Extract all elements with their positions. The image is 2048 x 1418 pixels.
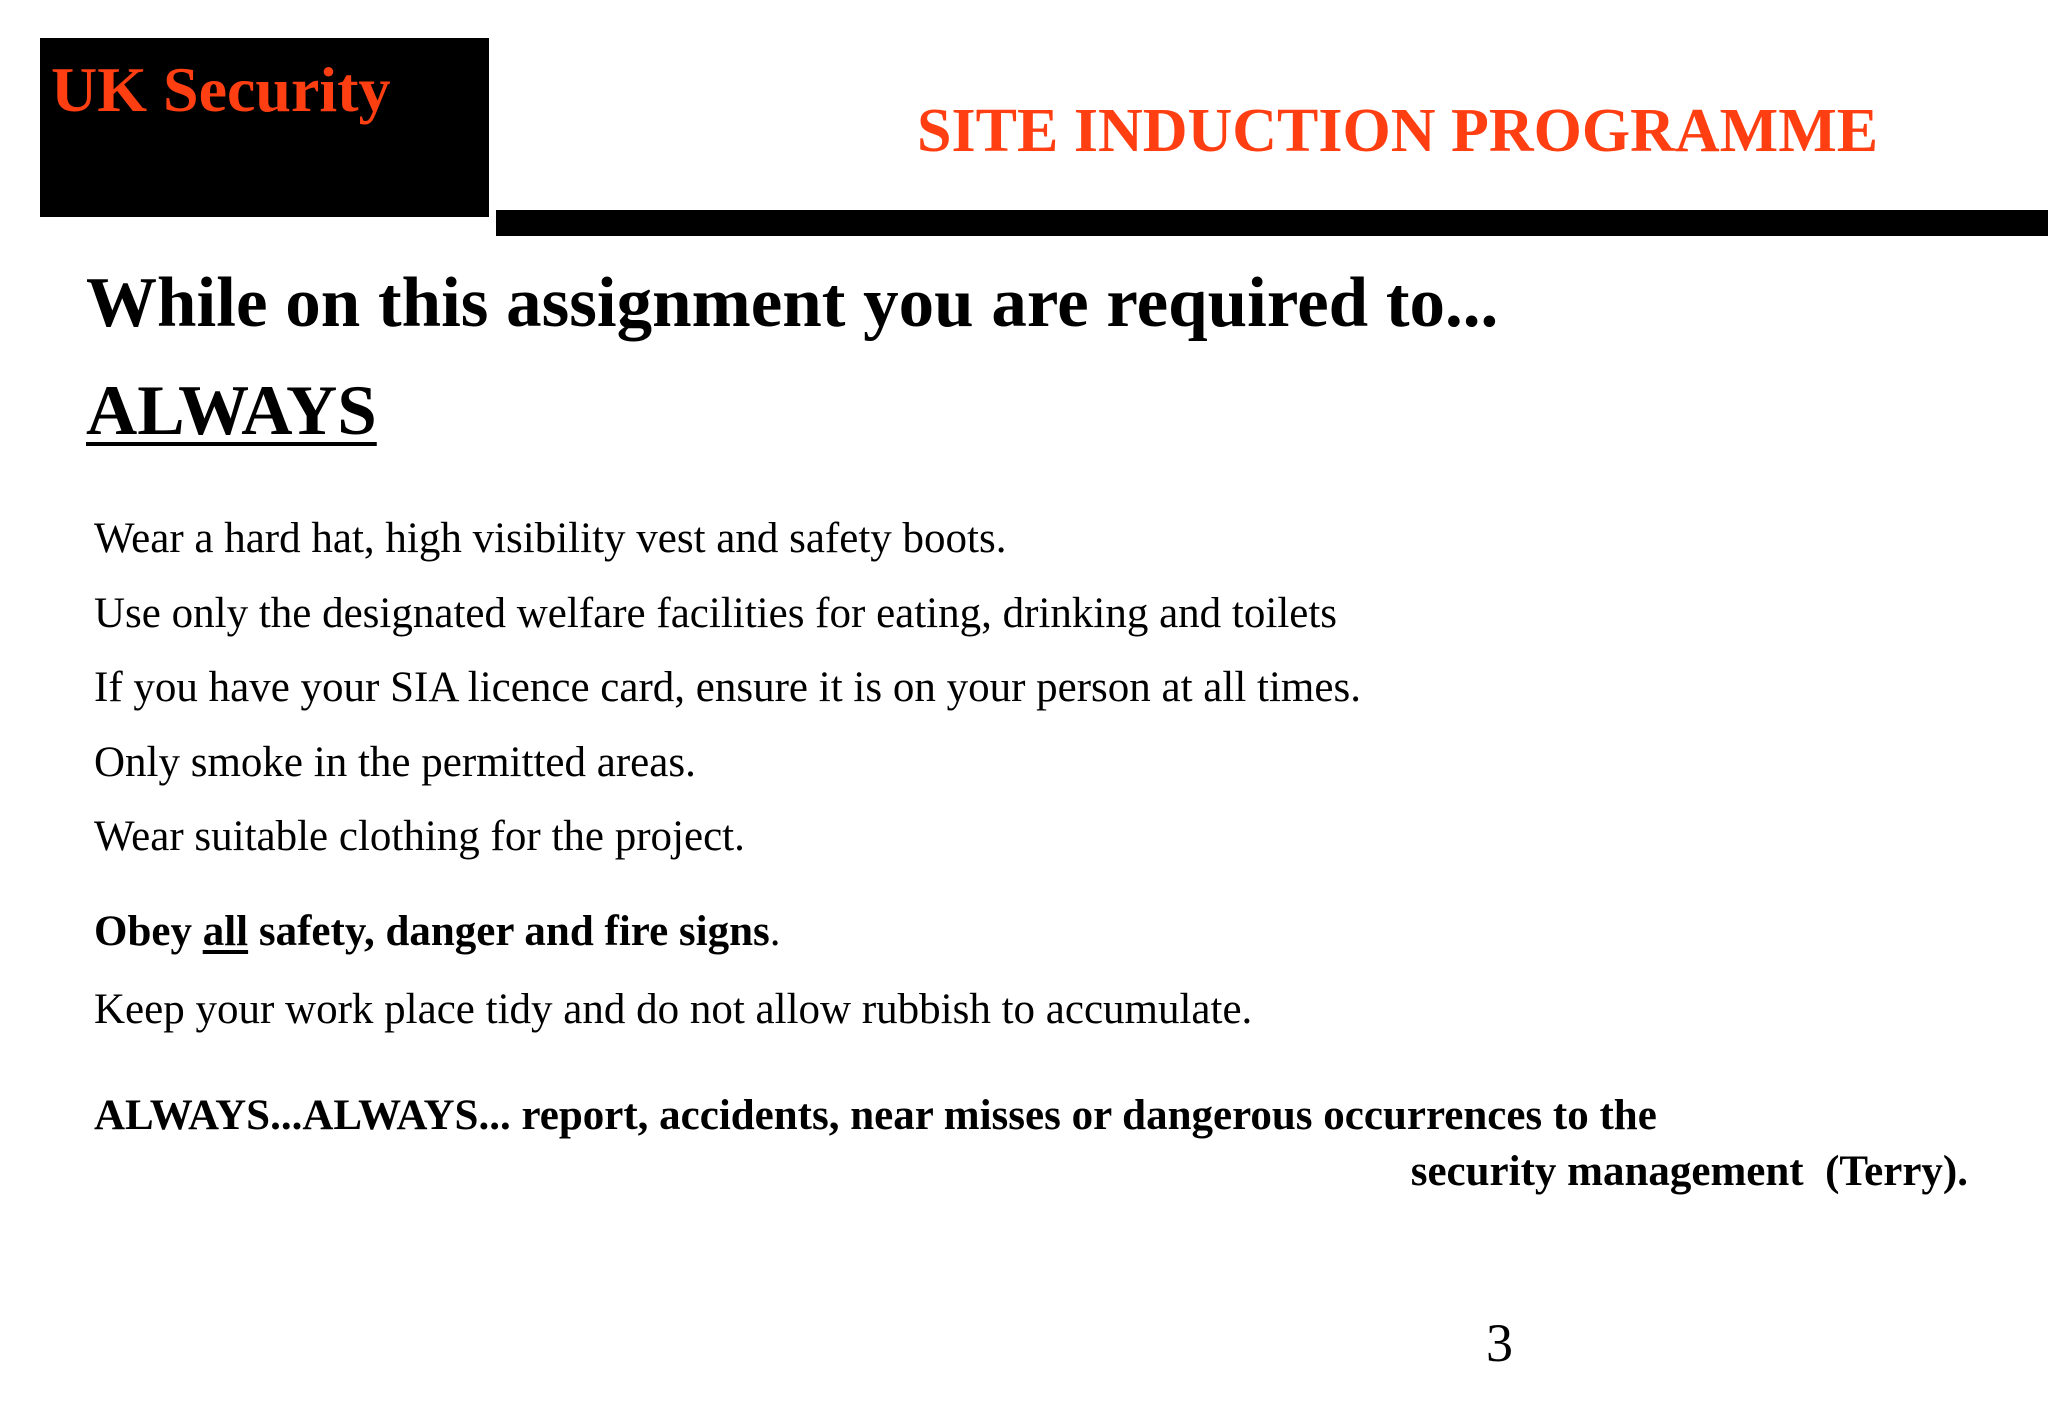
header-divider (496, 210, 2048, 236)
obey-text-end: . (769, 908, 781, 955)
rule-item-welfare: Use only the designated welfare facilities for eating, drinking and toilets (94, 589, 1338, 637)
obey-text-rest: safety, danger and fire signs (248, 908, 770, 955)
obey-text-start: Obey (94, 908, 203, 955)
tidy-workplace-line: Keep your work place tidy and do not allow rubbish to accumulate. (94, 986, 1253, 1033)
rule-item-smoking: Only smoke in the permitted areas. (94, 738, 696, 786)
page-number: 3 (1486, 1313, 1513, 1373)
rule-item-hard-hat: Wear a hard hat, high visibility vest and safety boots. (94, 515, 1007, 562)
company-logo-text: UK Security (51, 54, 391, 125)
header-title: SITE INDUCTION PROGRAMME (917, 97, 1879, 165)
always-heading: ALWAYS (86, 372, 377, 450)
intro-heading: While on this assignment you are required to... (86, 264, 1499, 342)
report-line-1: ALWAYS...ALWAYS... report, accidents, near misses or dangerous occurrences to the (94, 1092, 1657, 1139)
rule-item-sia-card: If you have your SIA licence card, ensure it is on your person at all times. (94, 664, 1361, 711)
rule-item-clothing: Wear suitable clothing for the project. (94, 813, 745, 860)
obey-emphasis: all (202, 908, 249, 955)
rules-list (94, 502, 1361, 875)
obey-signs-line (94, 910, 781, 953)
report-line-2: security management (Terry). (1410, 1148, 1968, 1195)
